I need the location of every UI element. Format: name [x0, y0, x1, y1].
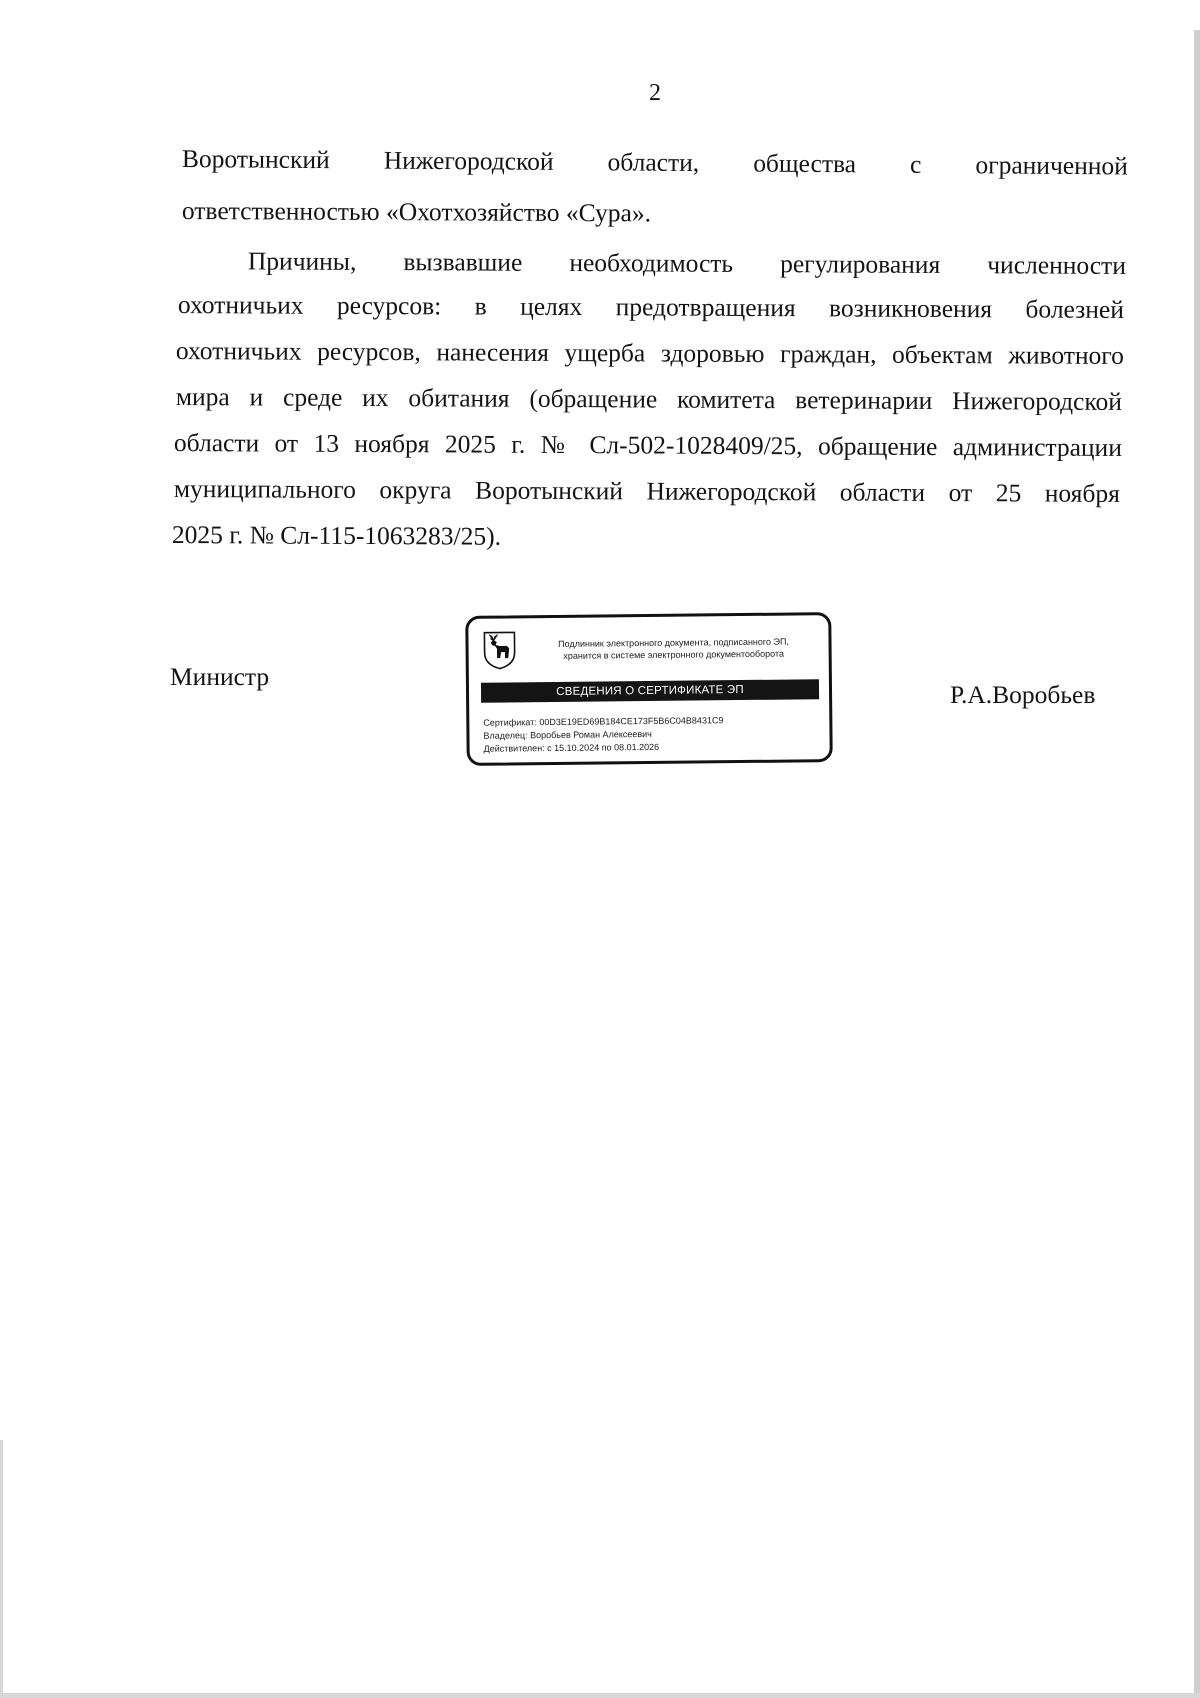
signer-position: Министр [170, 662, 270, 691]
stamp-header-line-1: Подлинник электронного документа, подписанного ЭП, [558, 636, 789, 649]
stamp-header-line-2: хранится в системе электронного документооборота [563, 648, 785, 661]
paragraph-2-line-7: 2025 г. № Сл-115-1063283/25). [171, 520, 502, 551]
paragraph-2-line-6: муниципального округа Воротынский Нижегородской области от 25 ноября [173, 474, 1120, 508]
paragraph-2-line-5: области от 13 ноября 2025 г. № Сл-502-1028409/25, обращение администрации [173, 428, 1122, 462]
stamp-owner: Владелец: Воробьев Роман Алексеевич [483, 728, 652, 741]
stamp-details [483, 714, 723, 756]
stamp-header [528, 635, 818, 662]
paragraph-2-line-1: Причины, вызвавшие необходимость регулирования численности [247, 246, 1126, 280]
scan-edge-right [1194, 30, 1200, 1698]
page-number: 2 [649, 80, 661, 106]
stamp-certificate-title: СВЕДЕНИЯ О СЕРТИФИКАТЕ ЭП [481, 679, 819, 703]
paragraph-2-line-2: охотничьих ресурсов: в целях предотвращения возникновения болезней [177, 290, 1124, 324]
scan-edge-left [0, 1440, 3, 1698]
nizhny-novgorod-deer-emblem-icon [482, 630, 516, 670]
electronic-signature-stamp [465, 612, 833, 766]
signer-name: Р.А.Воробьев [950, 680, 1096, 709]
paragraph-2-line-4: мира и среде их обитания (обращение комитета ветеринарии Нижегородской [175, 382, 1122, 416]
stamp-certificate-number: Сертификат: 00D3E19ED69B184CE173F5B6C04B8431C9 [483, 715, 724, 728]
scan-edge-bottom [0, 1693, 1200, 1698]
paragraph-1-line-1: Воротынский Нижегородской области, общества с ограниченной [181, 144, 1128, 181]
paragraph-2-line-3: охотничьих ресурсов, нанесения ущерба здоровью граждан, объектам животного [175, 336, 1124, 370]
paragraph-1-line-2: ответственностью «Охотхозяйство «Сура». [181, 196, 652, 228]
stamp-validity: Действителен: с 15.10.2024 по 08.01.2026 [483, 741, 660, 754]
